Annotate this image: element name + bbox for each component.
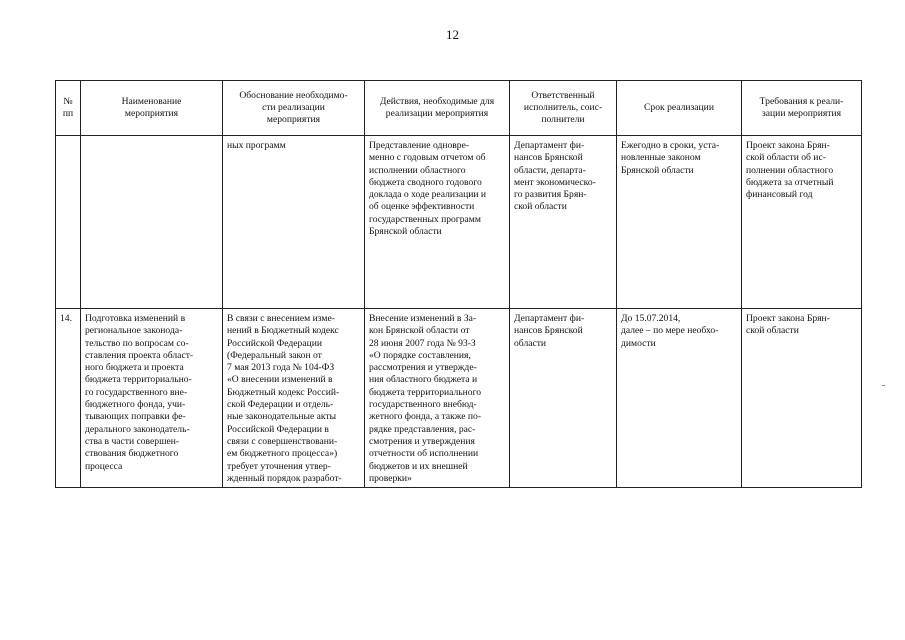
header-actions: Действия, необходимые для реализации мероприятия — [365, 81, 510, 136]
executor: Департамент фи- нансов Брянской области, департа- мент экономическо- го развития Брян- ской области — [510, 136, 617, 309]
table-header-row — [56, 81, 862, 136]
measures-table — [55, 80, 862, 488]
row-number: 14. — [56, 309, 81, 488]
header-executor: Ответственный исполнитель, соис- полнители — [510, 81, 617, 136]
measure-name: Подготовка изменений в региональное законода- тельство по вопросам со- ставления проекта област- ного бюджета и проекта бюджета территориально- го государственного вне- бюджетного фонда, учи- тывающих поправки фе- дерального законодатель- ства в части совершен- ствования бюджетного процесса — [81, 309, 223, 488]
measure-name — [81, 136, 223, 309]
row-number — [56, 136, 81, 309]
header-measure-name: Наименование мероприятия — [81, 81, 223, 136]
actions: Представление одновре- менно с годовым отчетом об исполнении областного бюджета сводного годового доклада о ходе реализации и об оценке эффективности государственных программ Брянской области — [365, 136, 510, 309]
justification: В связи с внесением изме- нений в Бюджетный кодекс Российской Федерации (Федеральный закон от 7 мая 2013 года № 104-ФЗ «О внесении изменений в Бюджетный кодекс Россий- ской Федерации и отдель- ные законодательные акты Российской Федерации в связи с совершенствовани- ем бюджетного процесса») требует уточнения утвер- жденный порядок разработ- — [223, 309, 365, 488]
table-row — [56, 309, 862, 488]
requirements: Проект закона Брян- ской области об ис- полнении областного бюджета за отчетный финансовый год — [742, 136, 862, 309]
deadline: До 15.07.2014, далее – по мере необхо- димости — [617, 309, 742, 488]
justification: ных программ — [223, 136, 365, 309]
table-row — [56, 136, 862, 309]
header-justification: Обоснование необходимо- сти реализации мероприятия — [223, 81, 365, 136]
deadline: Ежегодно в сроки, уста- новленные законом Брянской области — [617, 136, 742, 309]
header-deadline: Срок реализации — [617, 81, 742, 136]
executor: Департамент фи- нансов Брянской области — [510, 309, 617, 488]
requirements: Проект закона Брян- ской области — [742, 309, 862, 488]
page-number: 12 — [446, 27, 459, 42]
scan-mark — [882, 385, 885, 386]
header-requirements: Требования к реали- зации мероприятия — [742, 81, 862, 136]
actions: Внесение изменений в За- кон Брянской области от 28 июня 2007 года № 93-З «О порядке составления, рассмотрения и утвержде- ния областного бюджета и бюджета территориального государственного внебюд- жетного фонда, а также по- рядке представления, рас- смотрения и утверждения отчетности об исполнении бюджетов и их внешней проверки» — [365, 309, 510, 488]
header-number: № пп — [56, 81, 81, 136]
